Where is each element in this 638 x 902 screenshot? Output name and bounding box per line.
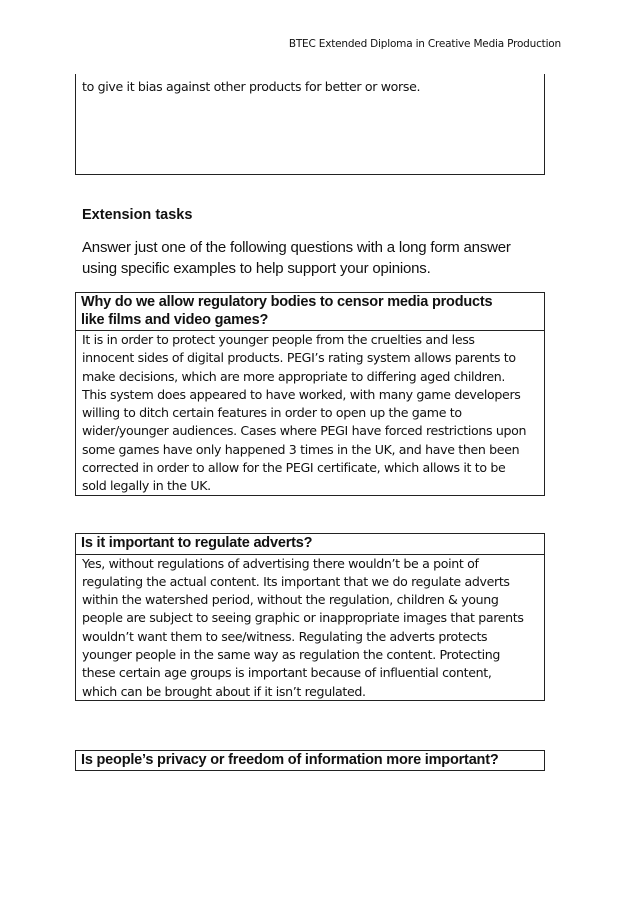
answer-line: This system does appeared to have worked, with many game developers [82,386,521,402]
question-box-regulatory-bodies [75,292,545,496]
answer-line: sold legally in the UK. [82,478,211,494]
answer-text [76,331,544,498]
question-heading [76,751,544,771]
answer-line: corrected in order to allow for the PEGI certificate, which allows it to be [82,460,506,476]
continuation-answer-box [75,74,545,175]
instruction-line: Answer just one of the following questions with a long form answer [82,239,511,256]
instruction-line: using specific examples to help support your opinions. [82,259,431,277]
question-line: Is it important to regulate adverts? [81,535,313,551]
answer-line: willing to ditch certain features in order to open up the game to [82,405,462,421]
question-line: like films and video games? [81,311,269,328]
answer-line: people are subject to seeing graphic or inappropriate images that parents [82,610,524,626]
answer-line: wider/younger audiences. Cases where PEGI have forced restrictions upon [82,423,527,439]
question-box-privacy-vs-information [75,750,545,771]
answer-line: regulating the actual content. Its important that we do regulate adverts [82,573,510,589]
question-line: Is people’s privacy or freedom of information more important? [81,752,499,768]
answer-line: these certain age groups is important because of influential content, [82,665,492,681]
question-line: Why do we allow regulatory bodies to censor media products [81,294,493,310]
answer-text [76,555,544,703]
question-box-regulate-adverts [75,533,545,701]
answer-line: some games have only happened 3 times in the UK, and have then been [82,441,520,457]
answer-line: wouldn’t want them to see/witness. Regulating the adverts protects [82,628,488,644]
answer-line: innocent sides of digital products. PEGI’s rating system allows parents to [82,350,516,366]
question-heading [76,534,544,555]
answer-line: make decisions, which are more appropriate to differing aged children. [82,368,506,384]
question-heading [76,293,544,331]
answer-line: Yes, without regulations of advertising there wouldn’t be a point of [82,555,479,571]
extension-tasks-heading: Extension tasks [82,207,193,223]
extension-instructions [82,238,552,279]
answer-line: which can be brought about if it isn’t regulated. [82,683,366,699]
document-header: BTEC Extended Diploma in Creative Media Production [288,38,561,50]
answer-line: within the watershed period, without the regulation, children & young [82,592,499,608]
answer-line: It is in order to protect younger people from the cruelties and less [82,332,475,347]
answer-line: younger people in the same way as regulation the content. Protecting [82,646,501,662]
continuation-answer-text: to give it bias against other products for better or worse. [82,79,421,94]
